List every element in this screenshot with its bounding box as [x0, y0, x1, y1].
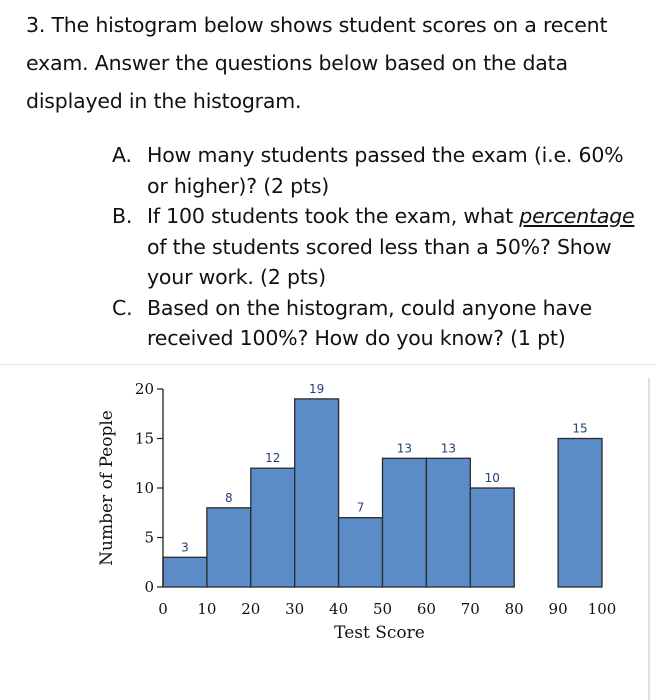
- subquestion-text-before: If 100 students took the exam, what: [147, 204, 520, 228]
- subquestion-text: Based on the histogram, could anyone have received 100%? How do you know? (1 pt): [147, 295, 593, 350]
- subquestion-letter: B.: [112, 204, 133, 228]
- subquestion-text-after: of the students scored less than a 50%? Show your work. (2 pts): [147, 234, 612, 289]
- bar-data-label: 7: [356, 500, 365, 515]
- x-axis-title: Test Score: [334, 623, 425, 643]
- y-tick-label: 5: [144, 528, 154, 547]
- x-tick-label: 60: [416, 600, 436, 618]
- histogram-bar: [426, 458, 470, 587]
- histogram-bar: [251, 468, 295, 587]
- x-tick-label: 100: [587, 600, 617, 618]
- subquestion-letter: C.: [112, 295, 133, 320]
- y-tick-label: 0: [144, 578, 154, 596]
- bar-data-label: 12: [265, 451, 281, 466]
- y-axis-title: Number of People: [97, 410, 117, 566]
- y-tick-label: 20: [134, 380, 154, 398]
- bar-data-label: 15: [572, 421, 588, 436]
- x-tick-label: 50: [372, 600, 393, 618]
- histogram-bar: [470, 488, 514, 587]
- bar-data-label: 19: [309, 381, 325, 396]
- x-tick-label: 90: [548, 600, 568, 618]
- y-ticks-group: [135, 380, 163, 596]
- x-tick-label: 20: [241, 600, 261, 618]
- histogram-bar: [207, 508, 251, 587]
- histogram-bar: [339, 518, 383, 587]
- subquestion-text: How many students passed the exam (i.e. 60% or higher)? (2 pts): [147, 143, 624, 198]
- emphasis-word: percentage: [519, 204, 635, 228]
- histogram-bar: [558, 439, 602, 588]
- histogram-bar: [163, 557, 207, 587]
- x-tick-label: 30: [285, 600, 305, 618]
- question-text: 3. The histogram below shows student scores on a recent exam. Answer the questions below based on the data displayed in the histogram.: [26, 13, 608, 113]
- histogram-bar: [295, 399, 339, 587]
- bar-data-label: 13: [396, 441, 413, 456]
- y-tick-label: 15: [134, 429, 154, 448]
- bar-data-label: 8: [225, 490, 233, 505]
- bar-data-label: 13: [440, 441, 456, 456]
- x-ticks-group: [158, 600, 616, 618]
- subquestion-letter: A.: [112, 143, 132, 167]
- x-tick-label: 40: [329, 600, 349, 618]
- x-tick-label: 0: [158, 600, 168, 618]
- x-tick-label: 10: [197, 600, 217, 618]
- histogram-bar: [383, 458, 427, 587]
- x-tick-label: 70: [460, 600, 480, 618]
- bar-data-label: 3: [181, 540, 189, 555]
- bar-data-label: 10: [484, 471, 500, 485]
- y-tick-label: 10: [134, 479, 154, 497]
- x-tick-label: 80: [504, 600, 524, 618]
